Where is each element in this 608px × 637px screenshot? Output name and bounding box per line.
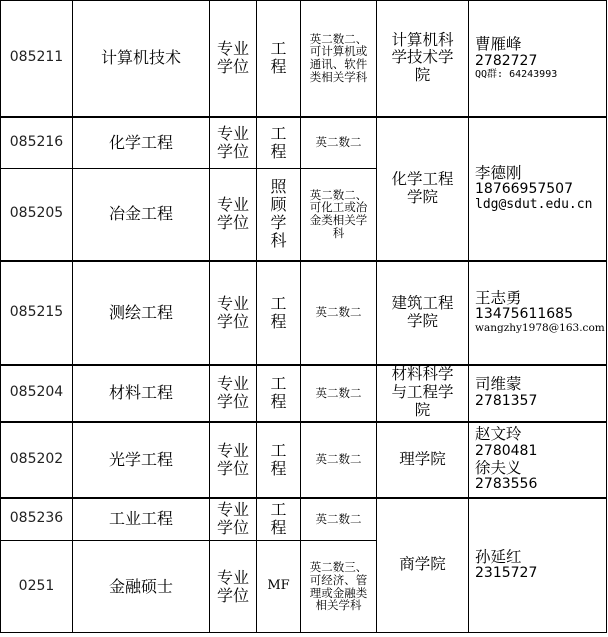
contact-name: 赵文玲 xyxy=(475,425,522,444)
program-category: 工程 xyxy=(257,1,301,117)
exam-subjects: 英二数二 xyxy=(301,117,377,169)
degree-type: 专业学位 xyxy=(210,365,257,422)
college-name: 计算机科学技术学院 xyxy=(377,1,469,117)
table-row xyxy=(1,422,607,498)
program-category: 工程 xyxy=(257,422,301,498)
college-name: 建筑工程学院 xyxy=(377,261,469,365)
contact-qq: QQ群: 64243993 xyxy=(475,69,558,81)
program-name: 金融硕士 xyxy=(73,541,210,633)
program-code: 085236 xyxy=(1,498,73,541)
degree-type: 专业学位 xyxy=(210,261,257,365)
program-name: 光学工程 xyxy=(73,422,210,498)
contact-email: ldg@sdut.edu.cn xyxy=(475,196,593,212)
contact-phone: 18766957507 xyxy=(475,181,573,198)
degree-type: 专业学位 xyxy=(210,169,257,261)
program-code: 085204 xyxy=(1,365,73,422)
degree-type: 专业学位 xyxy=(210,117,257,169)
program-name: 工业工程 xyxy=(73,498,210,541)
program-category: MF xyxy=(257,541,301,633)
contact-name-2: 徐夫义 xyxy=(475,458,522,477)
contact-name: 孙延红 xyxy=(475,547,522,566)
college-name: 化学工程学院 xyxy=(377,117,469,261)
contact-phone: 2782727 xyxy=(475,52,538,69)
table-row xyxy=(1,1,607,117)
degree-type: 专业学位 xyxy=(210,498,257,541)
program-code: 085211 xyxy=(1,1,73,117)
degree-type: 专业学位 xyxy=(210,541,257,633)
contact-name: 曹雁峰 xyxy=(475,35,522,54)
exam-subjects: 英二数二 xyxy=(301,498,377,541)
degree-type: 专业学位 xyxy=(210,422,257,498)
table-row xyxy=(1,365,607,422)
contact-cell xyxy=(469,365,607,422)
program-category: 工程 xyxy=(257,117,301,169)
college-name: 商学院 xyxy=(377,498,469,633)
program-name: 计算机技术 xyxy=(73,1,210,117)
degree-type: 专业学位 xyxy=(210,1,257,117)
contact-name: 王志勇 xyxy=(475,289,522,308)
exam-subjects: 英二数二 xyxy=(301,365,377,422)
contact-cell xyxy=(469,498,607,633)
contact-cell xyxy=(469,261,607,365)
program-category: 工程 xyxy=(257,365,301,422)
program-name: 材料工程 xyxy=(73,365,210,422)
college-name: 材料科学与工程学院 xyxy=(377,365,469,422)
contact-name: 李德刚 xyxy=(475,163,522,182)
program-name: 冶金工程 xyxy=(73,169,210,261)
exam-subjects: 英二数二、可化工或冶金类相关学科 xyxy=(301,169,377,261)
table-row xyxy=(1,261,607,365)
program-code: 085216 xyxy=(1,117,73,169)
program-category: 工程 xyxy=(257,261,301,365)
program-category: 照顾学科 xyxy=(257,169,301,261)
exam-subjects: 英二数三、可经济、管理或金融类相关学科 xyxy=(301,541,377,633)
exam-subjects: 英二数二 xyxy=(301,261,377,365)
program-name: 化学工程 xyxy=(73,117,210,169)
table-row xyxy=(1,498,607,541)
contact-email: wangzhy1978@163.com xyxy=(475,322,605,335)
contact-phone: 2780481 xyxy=(475,442,538,459)
exam-subjects: 英二数二、可计算机或通讯、软件类相关学科 xyxy=(301,1,377,117)
contact-phone: 13475611685 xyxy=(475,306,573,323)
exam-subjects: 英二数二 xyxy=(301,422,377,498)
contact-phone-2: 2783556 xyxy=(475,475,538,492)
contact-name: 司维蒙 xyxy=(475,375,522,394)
program-code: 085215 xyxy=(1,261,73,365)
contact-cell xyxy=(469,422,607,498)
table-row xyxy=(1,117,607,169)
contact-cell xyxy=(469,117,607,261)
contact-phone: 2781357 xyxy=(475,392,538,409)
program-code: 0251 xyxy=(1,541,73,633)
contact-phone: 2315727 xyxy=(475,565,538,582)
college-name: 理学院 xyxy=(377,422,469,498)
program-code: 085205 xyxy=(1,169,73,261)
program-name: 测绘工程 xyxy=(73,261,210,365)
contact-cell xyxy=(469,1,607,117)
program-category: 工程 xyxy=(257,498,301,541)
program-code: 085202 xyxy=(1,422,73,498)
